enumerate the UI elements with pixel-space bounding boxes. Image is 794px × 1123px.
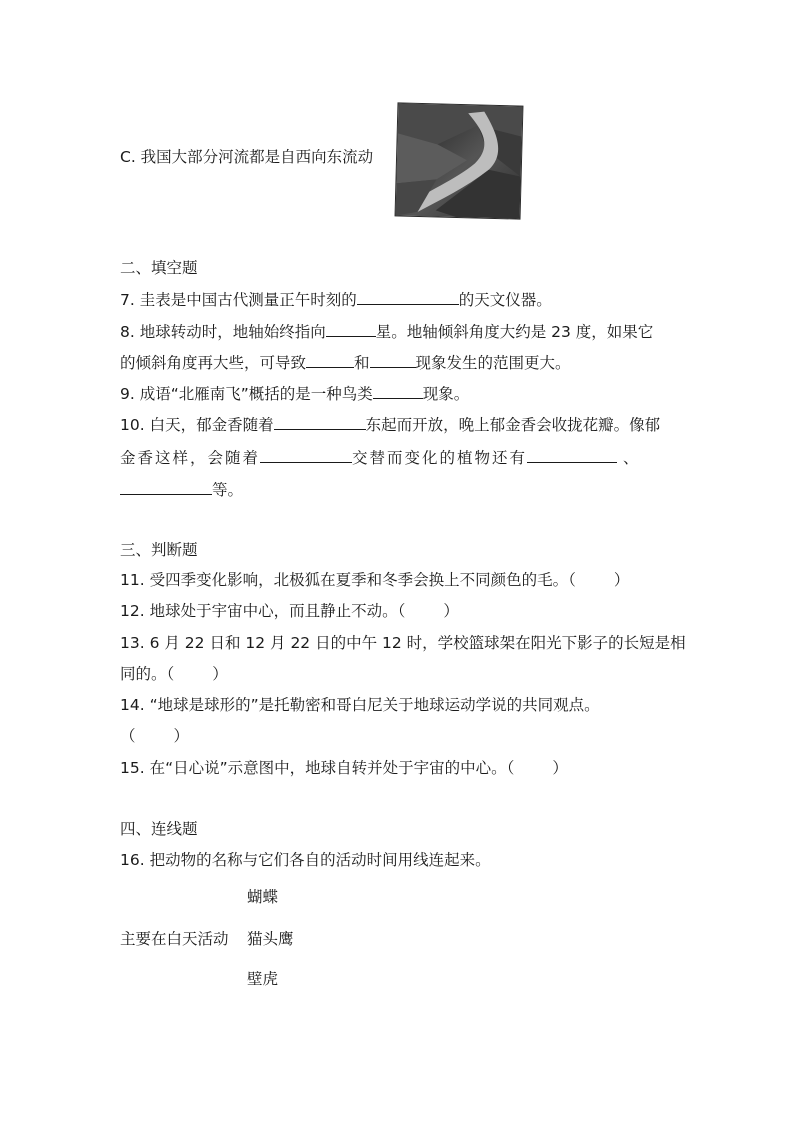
question-10-line1 [120, 413, 660, 436]
question-9 [120, 382, 469, 405]
question-10-line2 [120, 446, 641, 469]
river-gorge-photo [395, 102, 524, 219]
section-fill-title: 二、填空题 [120, 259, 198, 277]
q15-text: 15. 在“日心说”示意图中，地球自转并处于宇宙的中心。（ [120, 759, 515, 777]
q13-close: ） [212, 665, 228, 683]
question-7 [120, 288, 552, 311]
q14-close: ） [173, 727, 190, 745]
q9-text-a: 9. 成语“北雁南飞”概括的是一种鸟类 [120, 385, 373, 403]
q8-blank-1[interactable] [326, 320, 376, 337]
q14-text-b: （ [120, 727, 136, 745]
question-13-line1: 13. 6 月 22 日和 12 月 22 日的中午 12 时，学校篮球架在阳光下影子的长短是相 [120, 634, 686, 652]
question-15 [120, 757, 568, 779]
q10-text-a: 10. 白天，郁金香随着 [120, 416, 274, 434]
animal-gecko[interactable]: 壁虎 [247, 970, 279, 988]
q8-text-a: 8. 地球转动时，地轴始终指向 [120, 323, 326, 341]
question-11 [120, 569, 629, 591]
q10-blank-3[interactable] [527, 446, 617, 463]
q7-text-a: 7. 圭表是中国古代测量正午时刻的 [120, 291, 357, 309]
question-14-line1: 14. “地球是球形的”是托勒密和哥白尼关于地球运动学说的共同观点。 [120, 696, 600, 714]
q13-text-b: 同的。（ [120, 665, 175, 683]
q10-blank-4[interactable] [120, 478, 212, 495]
q8-text-d: 和 [354, 354, 370, 372]
q8-blank-2[interactable] [306, 351, 354, 368]
q7-text-b: 的天文仪器。 [458, 291, 552, 309]
option-c: C. 我国大部分河流都是自西向东流动 [120, 148, 374, 166]
q12-close: ） [443, 602, 459, 620]
q7-blank[interactable] [357, 288, 459, 305]
animal-owl[interactable]: 猫头鹰 [247, 930, 294, 948]
section-match-title: 四、连线题 [120, 820, 198, 838]
question-8-line1 [120, 320, 653, 343]
q9-text-b: 现象。 [422, 385, 470, 403]
q8-text-b: 星。地轴倾斜角度大约是 23 度，如果它 [375, 323, 654, 341]
question-8-line2 [120, 351, 571, 374]
animal-butterfly[interactable]: 蝴蝶 [247, 888, 279, 906]
question-12 [120, 600, 459, 622]
daytime-label[interactable]: 主要在白天活动 [120, 930, 229, 948]
question-13-line2 [120, 663, 228, 685]
q10-text-c: 金香这样，会随着 [120, 449, 261, 467]
q10-text-b: 东起而开放，晚上郁金香会收拢花瓣。像郁 [365, 416, 661, 434]
question-14-line2 [120, 725, 189, 747]
q11-text: 11. 受四季变化影响，北极狐在夏季和冬季会换上不同颜色的毛。（ [120, 571, 576, 589]
q10-text-f: 等。 [212, 481, 244, 499]
question-16: 16. 把动物的名称与它们各自的活动时间用线连起来。 [120, 851, 491, 869]
q8-text-e: 现象发生的范围更大。 [415, 354, 571, 372]
q9-blank[interactable] [373, 382, 423, 399]
q10-text-d: 交替而变化的植物还有 [352, 449, 528, 467]
q8-text-c: 的倾斜角度再大些，可导致 [120, 354, 307, 372]
q10-blank-1[interactable] [274, 413, 366, 430]
q15-close: ） [552, 759, 568, 777]
q10-text-e: 、 [623, 449, 641, 467]
q11-close: ） [613, 571, 630, 589]
q12-text: 12. 地球处于宇宙中心，而且静止不动。（ [120, 602, 406, 620]
question-10-line3 [120, 478, 243, 501]
section-judge-title: 三、判断题 [120, 541, 198, 559]
q10-blank-2[interactable] [260, 446, 352, 463]
q8-blank-3[interactable] [370, 351, 416, 368]
